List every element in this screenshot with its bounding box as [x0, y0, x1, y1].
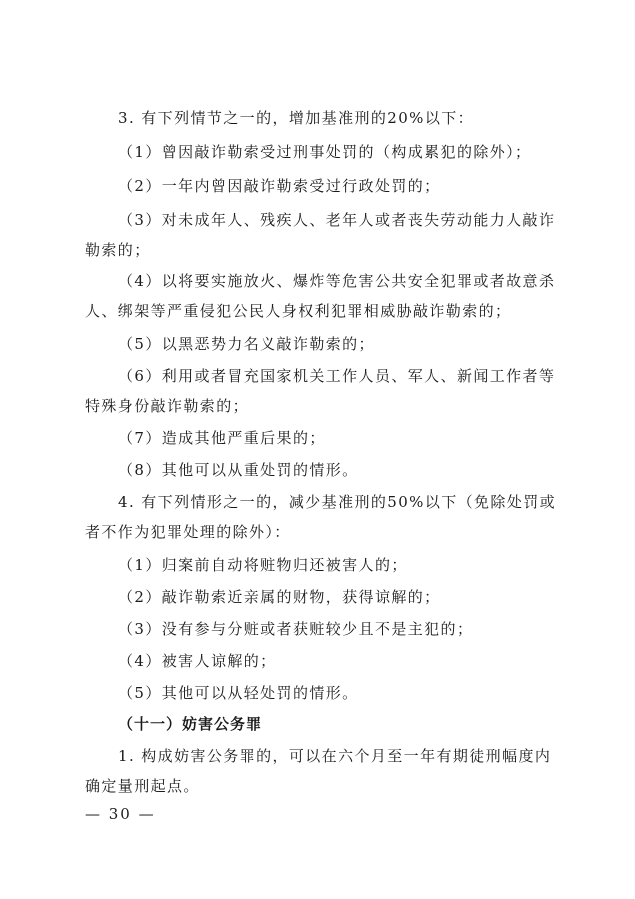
- text-line: 特殊身份敲诈勒索的；: [85, 397, 250, 415]
- text-line: （4）以将要实施放火、爆炸等危害公共安全犯罪或者故意杀: [118, 272, 556, 290]
- text-line: （2）一年内曾因敲诈勒索受过行政处罚的；: [118, 177, 441, 195]
- text-line: （3）没有参与分赃或者获赃较少且不是主犯的；: [118, 620, 474, 638]
- text-line: （8）其他可以从重处罚的情形。: [118, 461, 359, 479]
- text-line: （2）敲诈勒索近亲属的财物，获得谅解的；: [118, 588, 441, 606]
- text-line: （6）利用或者冒充国家机关工作人员、军人、新闻工作者等: [118, 367, 556, 385]
- text-line: （5）其他可以从轻处罚的情形。: [118, 684, 359, 702]
- text-line: （4）被害人谅解的；: [118, 652, 277, 670]
- text-line: 4. 有下列情形之一的，减少基准刑的50%以下（免除处罚或: [118, 493, 557, 511]
- page-number: — 30 —: [85, 805, 156, 823]
- text-line: 3. 有下列情节之一的，增加基准刑的20%以下：: [118, 109, 475, 127]
- text-line: 者不作为犯罪处理的除外）：: [85, 523, 291, 541]
- text-line: （7）造成其他严重后果的；: [118, 429, 326, 447]
- text-line: （3）对未成年人、残疾人、老年人或者丧失劳动能力人敲诈: [118, 211, 556, 229]
- text-line: 确定量刑起点。: [85, 777, 200, 795]
- section-heading: （十一）妨害公务罪: [118, 715, 263, 733]
- text-line: （5）以黑恶势力名义敲诈勒索的；: [118, 335, 375, 353]
- text-line: （1）归案前自动将赃物归还被害人的；: [118, 556, 408, 574]
- text-line: （1）曾因敲诈勒索受过刑事处罚的（构成累犯的除外）；: [118, 143, 532, 161]
- text-line: 人、绑架等严重侵犯公民人身权利犯罪相威胁敲诈勒索的；: [85, 302, 512, 320]
- text-line: 1. 构成妨害公务罪的，可以在六个月至一年有期徒刑幅度内: [118, 747, 552, 765]
- text-line: 勒索的；: [85, 241, 151, 259]
